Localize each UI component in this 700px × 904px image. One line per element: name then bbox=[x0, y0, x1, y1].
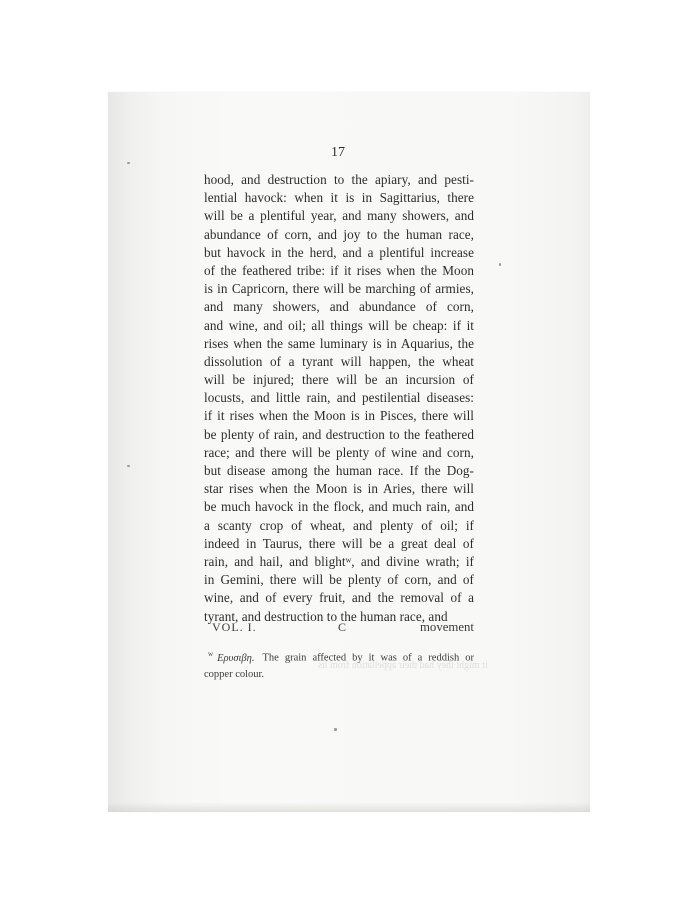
text-line: hood, and destruction to the apiary, and pesti- bbox=[204, 172, 474, 187]
text-line: is in Capricorn, there will be marching of armies, bbox=[204, 281, 474, 297]
text-line: tyrant, and destruction to the human race, and bbox=[204, 608, 448, 624]
footnote bbox=[204, 646, 474, 683]
volume-label: VOL. I. bbox=[212, 620, 257, 634]
signature-mark: C bbox=[338, 620, 347, 634]
body-text bbox=[204, 171, 474, 626]
text-line: but disease among the human race. If the Dog- bbox=[204, 463, 474, 478]
text-line: in Gemini, there will be plenty of corn, and of bbox=[204, 572, 474, 588]
margin-speck bbox=[127, 465, 130, 467]
text-line: dissolution of a tyrant will happen, the wheat bbox=[204, 353, 474, 369]
margin-speck bbox=[127, 162, 130, 164]
text-line: and many showers, and abundance of corn, bbox=[204, 299, 474, 315]
text-line: be plenty of rain, and destruction to the feathered bbox=[204, 426, 474, 442]
footnote-marker: w bbox=[208, 650, 214, 658]
text-line: star rises when the Moon is in Aries, there will bbox=[204, 481, 474, 497]
text-line: a scanty crop of wheat, and plenty of oil; if bbox=[204, 517, 474, 533]
text-line: if it rises when the Moon is in Pisces, there will bbox=[204, 408, 474, 424]
footnote-text: The grain affected by it was of a reddish or bbox=[262, 652, 474, 664]
page-number: 17 bbox=[331, 145, 345, 160]
text-line: race; and there will be plenty of wine and corn, bbox=[204, 444, 474, 460]
footnote-line bbox=[204, 646, 474, 667]
text-line: and wine, and oil; all things will be cheap: if it bbox=[204, 317, 474, 333]
footnote-line: copper colour. bbox=[204, 668, 265, 680]
margin-speck bbox=[334, 728, 337, 731]
catchword: movement bbox=[419, 620, 474, 634]
text-line: rises when the same luminary is in Aquarius, the bbox=[204, 335, 474, 351]
signature-line bbox=[212, 620, 474, 638]
text-line: but havock in the herd, and a plentiful increase bbox=[204, 244, 474, 260]
text-line: of the feathered tribe: if it rises when the Moon bbox=[204, 262, 474, 278]
text-line: wine, and of every fruit, and the removal of a bbox=[204, 590, 474, 606]
text-line: be much havock in the flock, and much rain, and bbox=[204, 499, 474, 515]
margin-speck bbox=[499, 263, 501, 266]
text-line: abundance of corn, and joy to the human race, bbox=[204, 226, 474, 242]
text-line: lential havock: when it is in Sagittarius, there bbox=[204, 190, 474, 206]
text-line: locusts, and little rain, and pestilential diseases: bbox=[204, 390, 474, 406]
text-line: will be a plentiful year, and many showers, and bbox=[204, 208, 474, 224]
footnote-greek-term: Ερυσιβη. bbox=[217, 652, 255, 664]
text-line: rain, and hail, and blightʷ, and divine wrath; if bbox=[204, 553, 474, 569]
text-line: will be injured; there will be an incursion of bbox=[204, 372, 474, 388]
text-line: indeed in Taurus, there will be a great deal of bbox=[204, 535, 474, 551]
show-through-text: it might they had their appellation from its bbox=[318, 660, 488, 671]
